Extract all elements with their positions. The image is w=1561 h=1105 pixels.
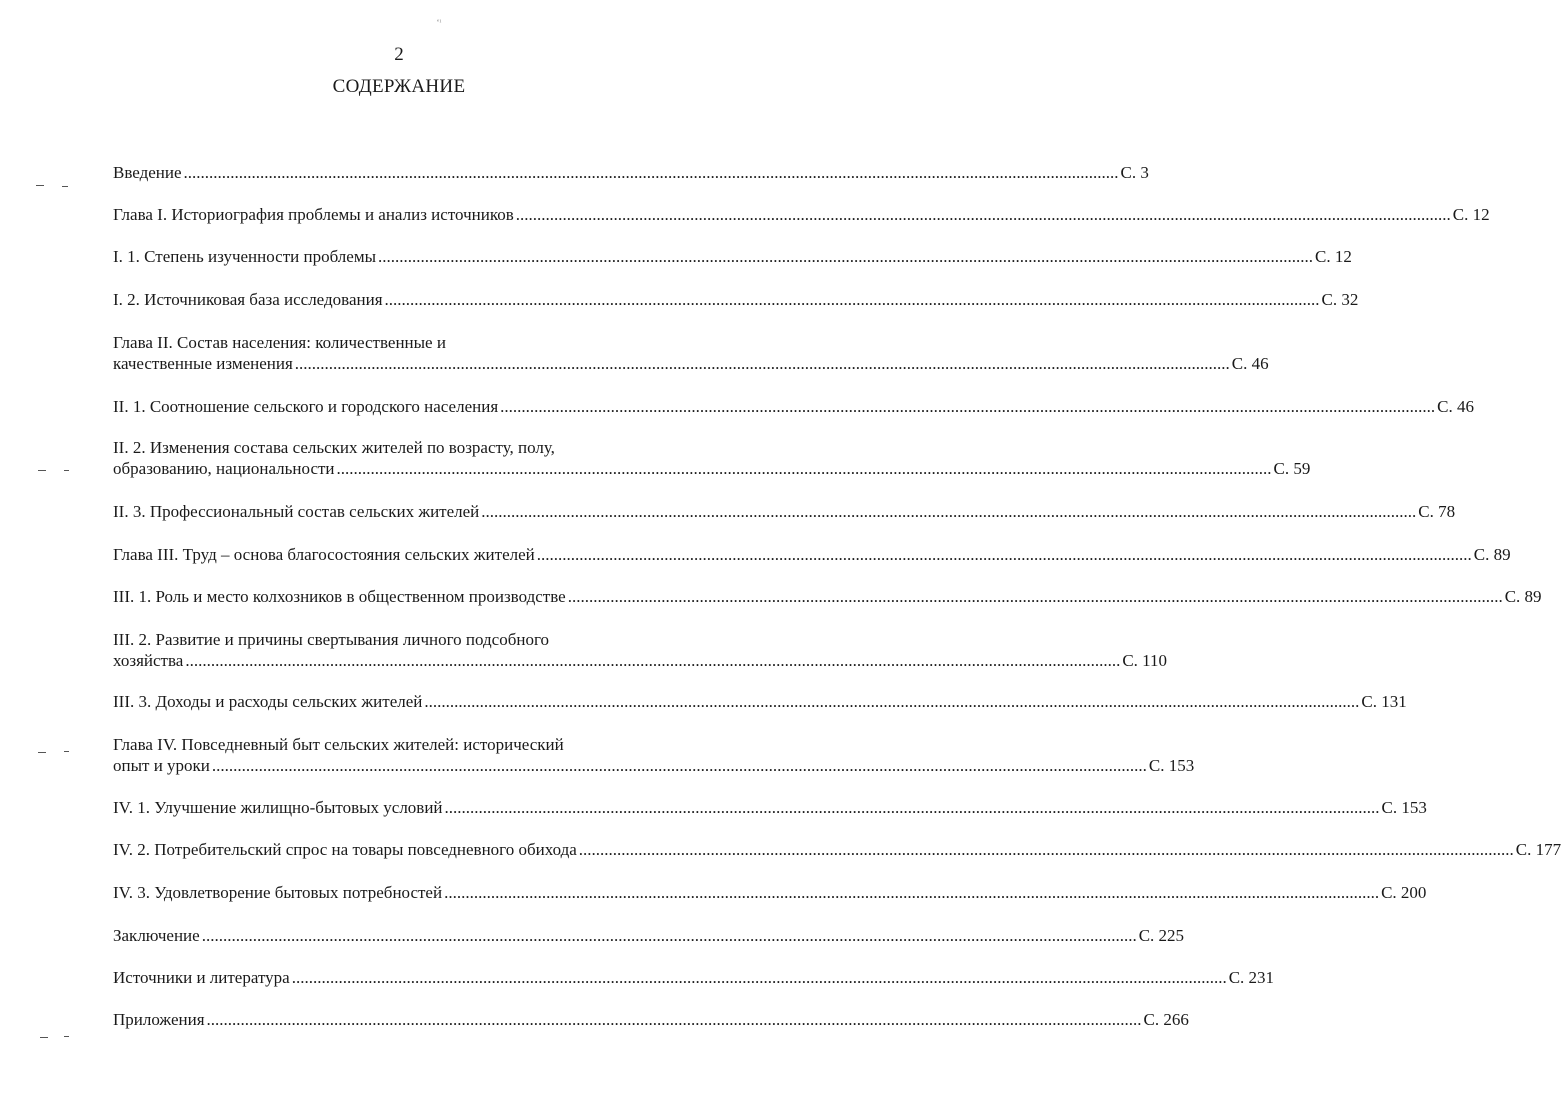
toc-entry-title: образованию, национальности <box>113 459 335 478</box>
toc-entry-title: III. 1. Роль и место колхозников в общественном производстве <box>113 587 566 606</box>
toc-leader-dots: ............................................................................................................................................................................................................................ <box>291 968 1227 987</box>
toc-entry-title: Глава III. Труд – основа благосостояния сельских жителей <box>113 545 535 564</box>
toc-entry-row <box>113 882 1427 903</box>
toc-entry-page: С. 32 <box>1321 290 1359 309</box>
toc-entry <box>113 204 1490 225</box>
toc-entry <box>113 839 1561 860</box>
toc-entry-row <box>113 1009 1189 1030</box>
toc-entry-page: С. 153 <box>1381 798 1427 817</box>
toc-entry-page: С. 89 <box>1473 545 1511 564</box>
toc-entry-page: С. 231 <box>1228 968 1275 987</box>
toc-entry-title: качественные изменения <box>113 354 293 373</box>
toc-leader-dots: ............................................................................................................................................................................................................................ <box>424 692 1360 711</box>
toc-entry-page: С. 89 <box>1504 587 1542 606</box>
scan-edge-mark <box>64 751 69 752</box>
toc-entry-page: С. 12 <box>1452 205 1490 224</box>
toc-leader-dots: ............................................................................................................................................................................................................................ <box>536 545 1472 564</box>
scan-edge-mark <box>64 1036 69 1037</box>
toc-entry-page: С. 131 <box>1361 692 1407 711</box>
scan-edge-mark <box>38 470 46 471</box>
toc-entry-row <box>113 797 1427 818</box>
toc-entry <box>113 437 1311 479</box>
toc-entry <box>113 797 1427 818</box>
toc-entry <box>113 1009 1189 1030</box>
toc-entry-row <box>113 353 1269 374</box>
toc-entry-title-line: Глава II. Состав населения: количественные и <box>113 333 446 352</box>
toc-entry-page: С. 78 <box>1418 502 1456 521</box>
toc-entry-row <box>113 691 1407 712</box>
scan-edge-mark <box>38 752 46 753</box>
toc-entry-row <box>113 246 1352 267</box>
toc-entry-title: хозяйства <box>113 651 184 670</box>
toc-leader-dots: ............................................................................................................................................................................................................................ <box>183 163 1119 182</box>
toc-entry <box>113 586 1542 607</box>
toc-entry <box>113 925 1185 946</box>
toc-entry-page: С. 177 <box>1515 840 1561 859</box>
toc-leader-dots: ............................................................................................................................................................................................................................ <box>444 883 1380 902</box>
toc-entry-row <box>113 925 1185 946</box>
toc-entry-row <box>113 967 1275 988</box>
toc-entry-page: С. 225 <box>1138 926 1185 945</box>
toc-entry-row <box>113 458 1311 479</box>
toc-entry-page: С. 200 <box>1381 883 1427 902</box>
toc-entry <box>113 691 1407 712</box>
toc-leader-dots: ............................................................................................................................................................................................................................ <box>201 926 1137 945</box>
page-title: СОДЕРЖАНИЕ <box>332 76 466 97</box>
toc-entry-row <box>113 755 1195 776</box>
toc-entry-row <box>113 501 1456 522</box>
toc-leader-dots: ............................................................................................................................................................................................................................ <box>185 651 1121 670</box>
toc-entry-row <box>113 544 1511 565</box>
toc-entry-title: Глава I. Историография проблемы и анализ источников <box>113 205 514 224</box>
toc-entry-title: IV. 1. Улучшение жилищно-бытовых условий <box>113 798 443 817</box>
toc-entry-page: С. 46 <box>1231 354 1269 373</box>
toc-entry-title: Введение <box>113 163 182 182</box>
toc-entry <box>113 501 1456 522</box>
toc-leader-dots: ............................................................................................................................................................................................................................ <box>578 840 1514 859</box>
toc-entry-page: С. 153 <box>1148 756 1195 775</box>
toc-entry-title: I. 2. Источниковая база исследования <box>113 290 383 309</box>
toc-entry-page: С. 46 <box>1437 397 1474 416</box>
toc-entry-page: С. 59 <box>1273 459 1311 478</box>
toc-entry-title: Источники и литература <box>113 968 290 987</box>
toc-entry-title: II. 1. Соотношение сельского и городского населения <box>113 397 499 416</box>
scan-edge-mark <box>36 185 44 186</box>
scan-edge-mark <box>40 1037 48 1038</box>
toc-entry-row <box>113 650 1168 671</box>
toc-entry-page: С. 12 <box>1315 247 1352 266</box>
toc-entry-row <box>113 586 1542 607</box>
toc-entry <box>113 629 1168 671</box>
toc-entry-title: IV. 2. Потребительский спрос на товары повседневного обихода <box>113 840 577 859</box>
toc-leader-dots: ............................................................................................................................................................................................................................ <box>567 587 1503 606</box>
toc-entry-title-line: II. 2. Изменения состава сельских жителей по возрасту, полу, <box>113 438 555 457</box>
toc-entry-title: Приложения <box>113 1010 205 1029</box>
toc-entry-page: С. 3 <box>1120 163 1149 182</box>
toc-entry-row <box>113 289 1359 310</box>
toc-entry-title: опыт и уроки <box>113 756 210 775</box>
toc-leader-dots: ............................................................................................................................................................................................................................ <box>500 397 1436 416</box>
scan-edge-mark <box>64 470 69 471</box>
scan-mark: ₑ₁ <box>437 14 442 23</box>
toc-leader-dots: ............................................................................................................................................................................................................................ <box>206 1010 1142 1029</box>
toc-entry-page: С. 110 <box>1122 651 1168 670</box>
toc-entry-title: I. 1. Степень изученности проблемы <box>113 247 377 266</box>
toc-entry <box>113 162 1149 183</box>
scan-edge-mark <box>62 186 68 187</box>
toc-entry <box>113 734 1195 776</box>
toc-entry <box>113 396 1474 417</box>
toc-entry <box>113 289 1359 310</box>
toc-entry <box>113 882 1427 903</box>
toc-entry <box>113 967 1275 988</box>
toc-leader-dots: ............................................................................................................................................................................................................................ <box>481 502 1417 521</box>
toc-entry-title: IV. 3. Удовлетворение бытовых потребностей <box>113 883 443 902</box>
toc-leader-dots: ............................................................................................................................................................................................................................ <box>444 798 1380 817</box>
toc-leader-dots: ............................................................................................................................................................................................................................ <box>294 354 1230 373</box>
toc-leader-dots: ............................................................................................................................................................................................................................ <box>378 247 1314 266</box>
toc-entry-title: III. 3. Доходы и расходы сельских жителей <box>113 692 423 711</box>
toc-entry-row <box>113 396 1474 417</box>
toc-entry-row <box>113 204 1490 225</box>
toc-entry-title-line: III. 2. Развитие и причины свертывания личного подсобного <box>113 630 549 649</box>
page-number: 2 <box>394 44 404 65</box>
toc-leader-dots: ............................................................................................................................................................................................................................ <box>211 756 1147 775</box>
toc-entry-row <box>113 839 1561 860</box>
toc-entry-title-line: Глава IV. Повседневный быт сельских жителей: исторический <box>113 735 564 754</box>
toc-leader-dots: ............................................................................................................................................................................................................................ <box>336 459 1272 478</box>
toc-entry <box>113 246 1352 267</box>
toc-entry-title: II. 3. Профессиональный состав сельских жителей <box>113 502 480 521</box>
toc-entry-page: С. 266 <box>1143 1010 1189 1029</box>
toc-leader-dots: ............................................................................................................................................................................................................................ <box>515 205 1451 224</box>
toc-leader-dots: ............................................................................................................................................................................................................................ <box>384 290 1320 309</box>
toc-entry <box>113 544 1511 565</box>
toc-entry-title: Заключение <box>113 926 200 945</box>
toc-entry <box>113 332 1269 374</box>
toc-entry-row <box>113 162 1149 183</box>
